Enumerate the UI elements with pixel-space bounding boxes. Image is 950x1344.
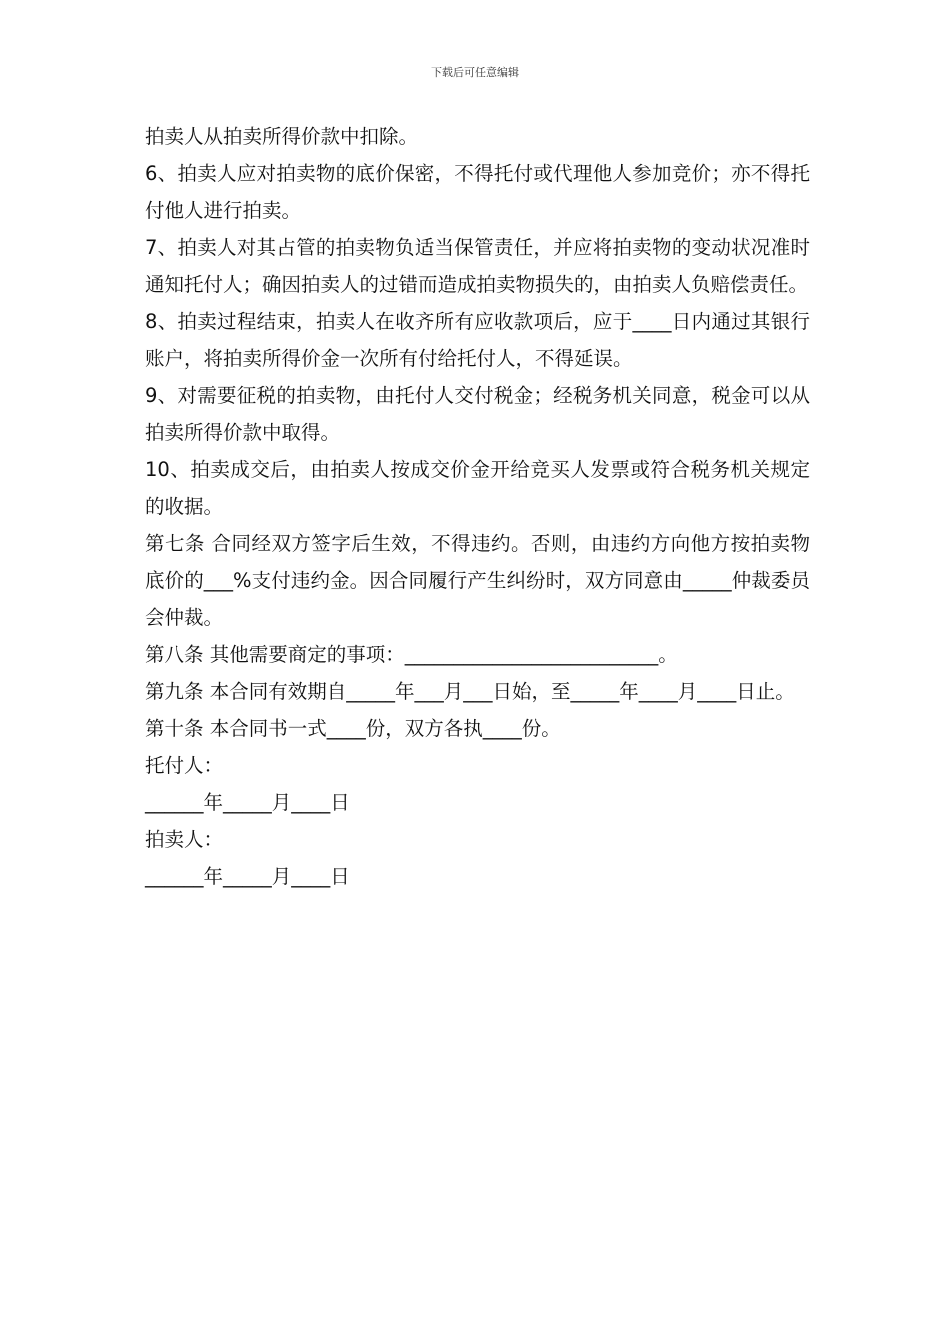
paragraph-item-9: 9、对需要征税的拍卖物，由托付人交付税金；经税务机关同意，税金可以从拍卖所得价款中取得。 bbox=[145, 384, 810, 444]
auctioneer-label: 拍卖人： bbox=[145, 828, 224, 851]
page-header: 下载后可任意编辑 bbox=[431, 66, 519, 79]
paragraph-article-8: 第八条 其他需要商定的事项：__________________________。 bbox=[145, 643, 678, 666]
paragraph-article-10: 第十条 本合同书一式____份，双方各执____份。 bbox=[145, 717, 561, 740]
consignor-date-line: ______年_____月____日 bbox=[145, 791, 350, 814]
paragraph-item-8: 8、拍卖过程结束，拍卖人在收齐所有应收款项后，应于____日内通过其银行账户，将拍卖所得价金一次所有付给托付人，不得延误。 bbox=[145, 310, 810, 370]
paragraph-deduction: 拍卖人从拍卖所得价款中扣除。 bbox=[145, 125, 419, 148]
paragraph-article-7: 第七条 合同经双方签字后生效，不得违约。否则，由违约方向他方按拍卖物底价的___%支付违约金。因合同履行产生纠纷时，双方同意由_____仲裁委员会仲裁。 bbox=[145, 532, 810, 629]
paragraph-item-7: 7、拍卖人对其占管的拍卖物负适当保管责任，并应将拍卖物的变动状况准时通知托付人；确因拍卖人的过错而造成拍卖物损失的，由拍卖人负赔偿责任。 bbox=[145, 236, 810, 296]
paragraph-item-6: 6、拍卖人应对拍卖物的底价保密，不得托付或代理他人参加竞价；亦不得托付他人进行拍卖。 bbox=[145, 162, 810, 222]
document-body bbox=[145, 118, 810, 895]
consignor-label: 托付人： bbox=[145, 754, 224, 777]
paragraph-article-9: 第九条 本合同有效期自_____年___月___日始，至_____年____月____日止。 bbox=[145, 680, 795, 703]
auctioneer-date-line: ______年_____月____日 bbox=[145, 865, 350, 888]
paragraph-item-10: 10、拍卖成交后，由拍卖人按成交价金开给竞买人发票或符合税务机关规定的收据。 bbox=[145, 458, 810, 518]
